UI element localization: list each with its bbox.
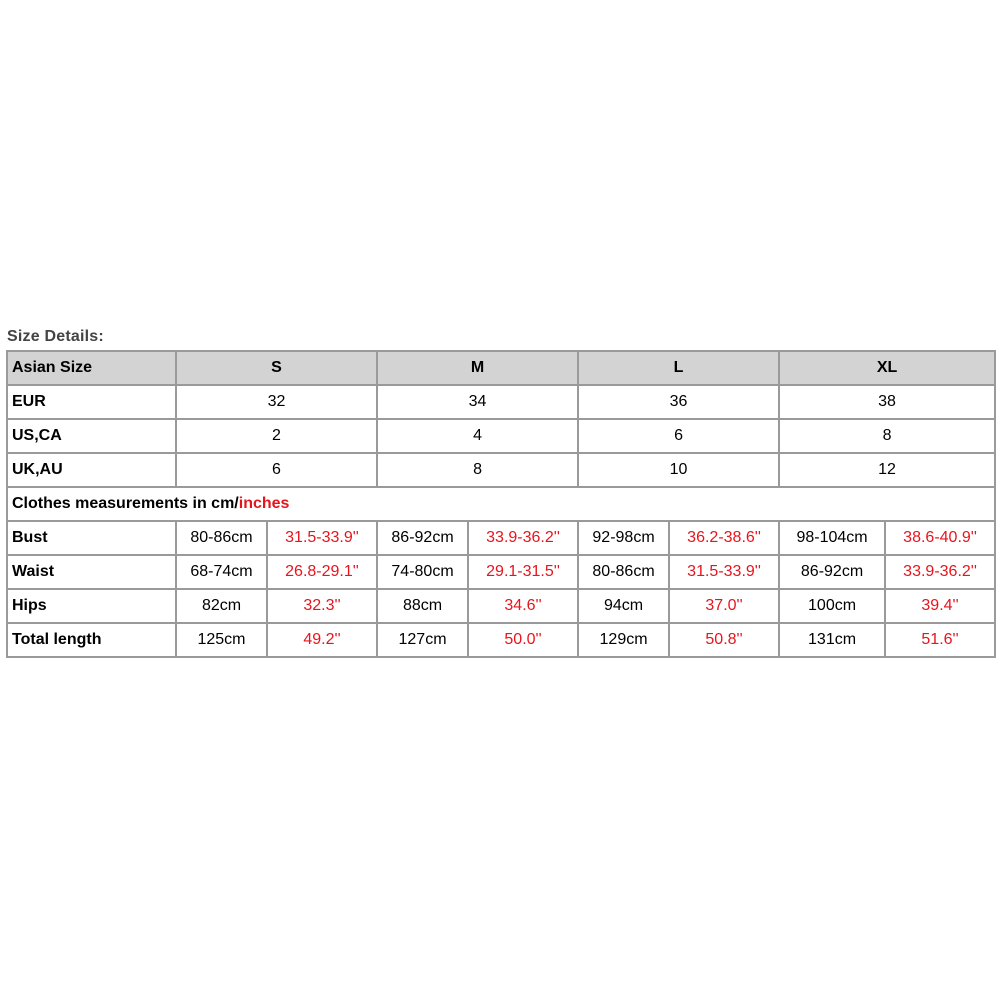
inch-cell: 26.8-29.1'' [267, 555, 377, 589]
measurement-row-total-length [7, 623, 995, 657]
cm-cell: 68-74cm [176, 555, 267, 589]
inch-cell: 51.6'' [885, 623, 995, 657]
inch-cell: 36.2-38.6'' [669, 521, 779, 555]
inch-cell: 31.5-33.9'' [267, 521, 377, 555]
header-label: Asian Size [7, 351, 176, 385]
cm-cell: 92-98cm [578, 521, 669, 555]
conversion-row-us-ca [7, 419, 995, 453]
cm-cell: 94cm [578, 589, 669, 623]
table-cell: 8 [779, 419, 995, 453]
table-cell: 2 [176, 419, 377, 453]
table-cell: 34 [377, 385, 578, 419]
section-row [7, 487, 995, 521]
inch-cell: 49.2'' [267, 623, 377, 657]
row-label: Hips [7, 589, 176, 623]
cm-cell: 127cm [377, 623, 468, 657]
cm-cell: 129cm [578, 623, 669, 657]
measurement-row-waist [7, 555, 995, 589]
row-label: Bust [7, 521, 176, 555]
inch-cell: 33.9-36.2'' [468, 521, 578, 555]
cm-cell: 131cm [779, 623, 885, 657]
measurement-row-hips [7, 589, 995, 623]
row-label: EUR [7, 385, 176, 419]
inch-cell: 33.9-36.2'' [885, 555, 995, 589]
table-cell: 32 [176, 385, 377, 419]
cm-cell: 88cm [377, 589, 468, 623]
cm-cell: 86-92cm [779, 555, 885, 589]
table-cell: 10 [578, 453, 779, 487]
section-label-cm: Clothes measurements in cm/ [12, 495, 239, 512]
inch-cell: 31.5-33.9'' [669, 555, 779, 589]
table-cell: 6 [176, 453, 377, 487]
inch-cell: 32.3'' [267, 589, 377, 623]
cm-cell: 125cm [176, 623, 267, 657]
inch-cell: 29.1-31.5'' [468, 555, 578, 589]
row-label: UK,AU [7, 453, 176, 487]
size-header-s: S [176, 351, 377, 385]
cm-cell: 80-86cm [176, 521, 267, 555]
row-label: Waist [7, 555, 176, 589]
measurement-row-bust [7, 521, 995, 555]
inch-cell: 37.0'' [669, 589, 779, 623]
row-label: Total length [7, 623, 176, 657]
row-label: US,CA [7, 419, 176, 453]
cm-cell: 80-86cm [578, 555, 669, 589]
size-table [6, 350, 996, 658]
cm-cell: 82cm [176, 589, 267, 623]
table-cell: 38 [779, 385, 995, 419]
table-cell: 8 [377, 453, 578, 487]
inch-cell: 38.6-40.9'' [885, 521, 995, 555]
page-title: Size Details: [7, 328, 104, 345]
table-cell: 4 [377, 419, 578, 453]
size-header-m: M [377, 351, 578, 385]
cm-cell: 74-80cm [377, 555, 468, 589]
conversion-row-uk-au [7, 453, 995, 487]
size-header-xl: XL [779, 351, 995, 385]
table-cell: 12 [779, 453, 995, 487]
cm-cell: 86-92cm [377, 521, 468, 555]
table-cell: 36 [578, 385, 779, 419]
header-row [7, 351, 995, 385]
size-header-l: L [578, 351, 779, 385]
inch-cell: 50.8'' [669, 623, 779, 657]
conversion-row-eur [7, 385, 995, 419]
section-heading [7, 487, 995, 521]
table-cell: 6 [578, 419, 779, 453]
inch-cell: 34.6'' [468, 589, 578, 623]
cm-cell: 100cm [779, 589, 885, 623]
section-label-inches: inches [238, 495, 290, 512]
inch-cell: 50.0'' [468, 623, 578, 657]
cm-cell: 98-104cm [779, 521, 885, 555]
inch-cell: 39.4'' [885, 589, 995, 623]
